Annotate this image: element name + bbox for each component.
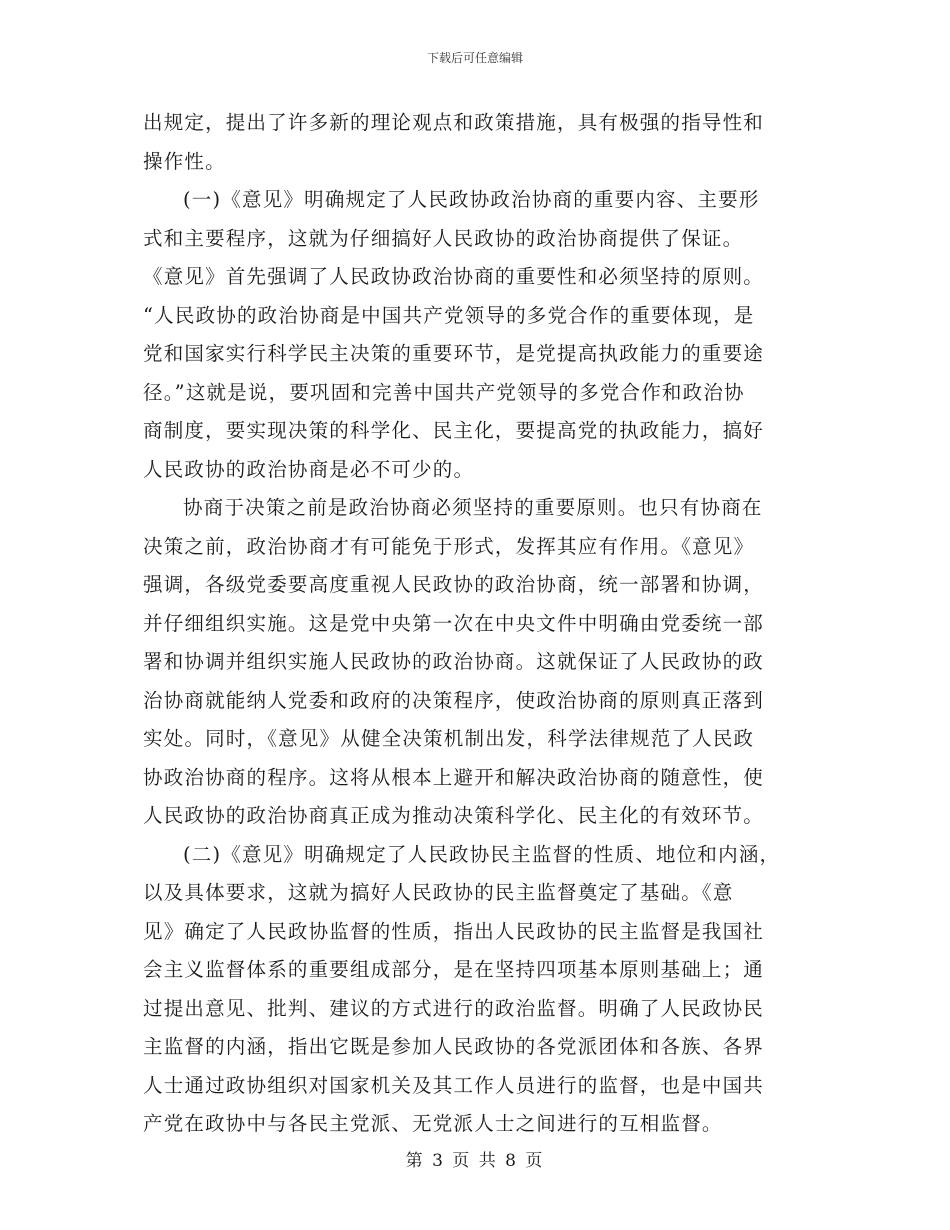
text-line: 人民政协的政治协商是必不可少的。	[143, 457, 475, 481]
text-line: (一)《意见》明确规定了人民政协政治协商的重要内容、主要形	[183, 188, 760, 211]
text-line: 主监督的内涵，指出它既是参加人民政协的各党派团体和各族、各界	[143, 1035, 765, 1058]
text-line: 党和国家实行科学民主决策的重要环节，是党提高执政能力的重要途	[143, 342, 765, 365]
text-line: 过提出意见、批判、建议的方式进行的政治监督。明确了人民政协民	[143, 996, 765, 1020]
text-line: 见》确定了人民政协监督的性质，指出人民政协的民主监督是我国社	[143, 919, 765, 943]
text-line: 决策之前，政治协商才有可能免于形式，发挥其应有作用。《意见》	[143, 534, 755, 558]
text-line: 强调，各级党委要高度重视人民政协的政治协商，统一部署和协调，	[143, 573, 765, 596]
text-line: 会主义监督体系的重要组成部分，是在坚持四项基本原则基础上；通	[143, 958, 765, 981]
text-line: 径。”这就是说，要巩固和完善中国共产党领导的多党合作和政治协	[143, 380, 745, 404]
text-line: 协商于决策之前是政治协商必须坚持的重要原则。也只有协商在	[183, 496, 763, 519]
text-line: 实处。同时，《意见》从健全决策机制出发，科学法律规范了人民政	[143, 727, 755, 750]
text-line: 式和主要程序，这就为仔细搞好人民政协的政治协商提供了保证。	[143, 226, 744, 250]
page-footer: 第 3 页 共 8 页	[405, 1151, 545, 1171]
page-header: 下载后可任意编辑	[426, 51, 523, 65]
text-line: 产党在政协中与各民主党派、无党派人士之间进行的互相监督。	[143, 1112, 723, 1135]
text-line: 治协商就能纳人党委和政府的决策程序，使政治协商的原则真正落到	[143, 688, 765, 712]
text-line: 协政治协商的程序。这将从根本上避开和解决政治协商的随意性，使	[143, 765, 765, 789]
text-line: 署和协调并组织实施人民政协的政治协商。这就保证了人民政协的政	[143, 650, 765, 673]
text-line: 人士通过政协组织对国家机关及其工作人员进行的监督，也是中国共	[143, 1073, 765, 1097]
text-line: 《意见》首先强调了人民政协政治协商的重要性和必须坚持的原则。	[143, 265, 765, 288]
text-line: 操作性。	[143, 149, 226, 173]
text-line: 并仔细组织实施。这是党中央第一次在中央文件中明确由党委统一部	[143, 611, 765, 635]
text-line: “人民政协的政治协商是中国共产党领导的多党合作的重要体现，是	[143, 303, 755, 327]
text-line: 以及具体要求，这就为搞好人民政协的民主监督奠定了基础。《意	[143, 881, 734, 904]
body-text	[143, 104, 803, 1144]
text-line: 出规定，提出了许多新的理论观点和政策措施，具有极强的指导性和	[143, 111, 765, 134]
text-line: 人民政协的政治协商真正成为推动决策科学化、民主化的有效环节。	[143, 804, 765, 827]
text-line: (二)《意见》明确规定了人民政协民主监督的性质、地位和内涵，	[183, 842, 781, 866]
text-line: 商制度，要实现决策的科学化、民主化，要提高党的执政能力，搞好	[143, 419, 765, 442]
